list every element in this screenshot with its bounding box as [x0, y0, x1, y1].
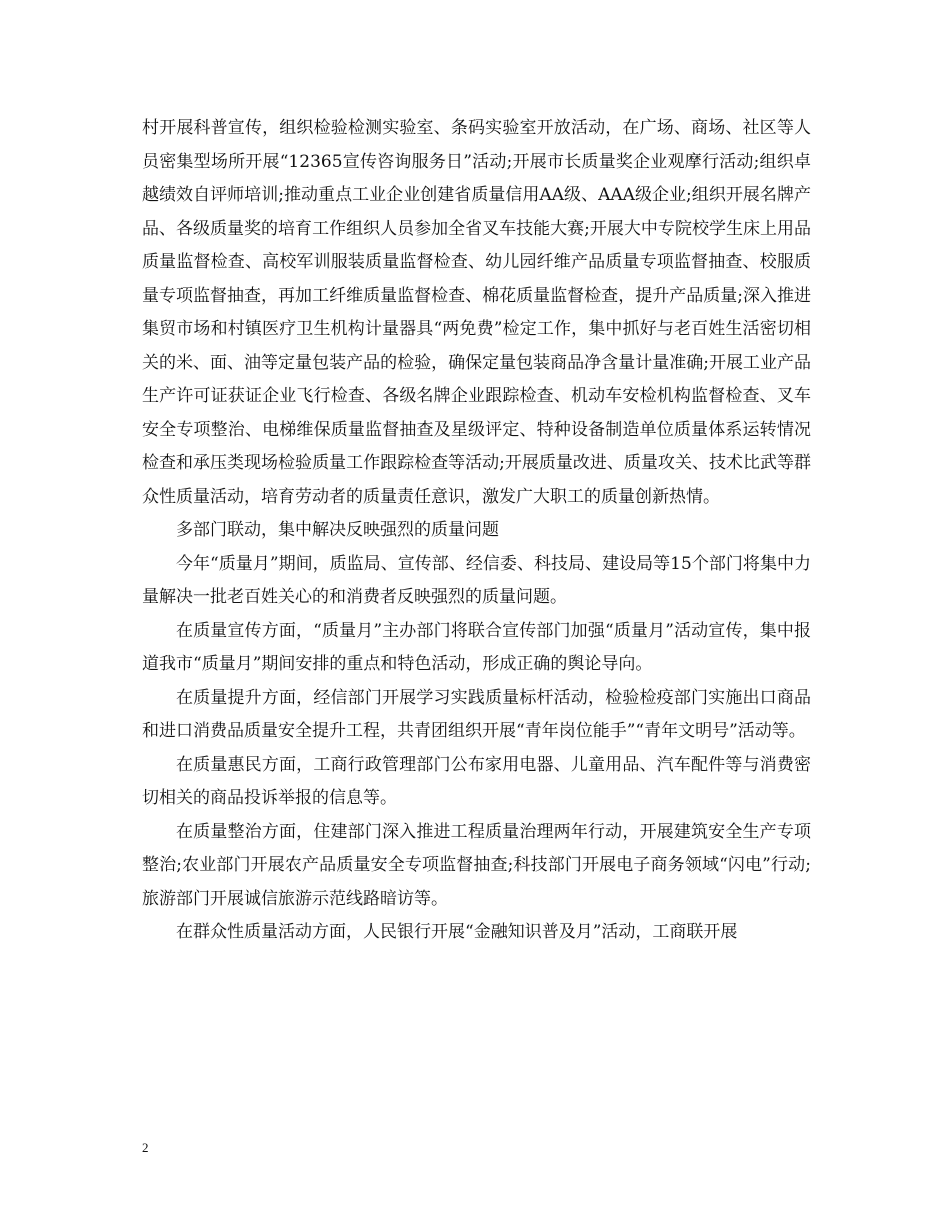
paragraph-rectification: 在质量整治方面，住建部门深入推进工程质量治理两年行动，开展建筑安全生产专项整治;农业部门开展农产品质量安全专项监督抽查;科技部门开展电子商务领域“闪电”行动;旅游部门开展诚信旅游示范线路暗访等。: [142, 821, 811, 909]
paragraph-improvement: 在质量提升方面，经信部门开展学习实践质量标杆活动，检验检疫部门实施出口商品和进口消费品质量安全提升工程，共青团组织开展“青年岗位能手”“青年文明号”活动等。: [142, 687, 811, 741]
paragraph-continuation: 村开展科普宣传，组织检验检测实验室、条码实验室开放活动，在广场、商场、社区等人员密集型场所开展“12365宣传咨询服务日”活动;开展市长质量奖企业观摩行活动;组织卓越绩效自评师培训;推动重点工业企业创建省质量信用AA级、AAA级企业;组织开展名牌产品、各级质量奖的培育工作组织人员参加全省叉车技能大赛;开展大中专院校学生床上用品质量监督检查、高校军训服装质量监督检查、幼儿园纤维产品质量专项监督抽查、校服质量专项监督抽查，再加工纤维质量监督检查、棉花质量监督检查，提升产品质量;深入推进集贸市场和村镇医疗卫生机构计量器具“两免费”检定工作，集中抓好与老百姓生活密切相关的米、面、油等定量包装产品的检验，确保定量包装商品净含量计量准确;开展工业产品生产许可证获证企业飞行检查、各级名牌企业跟踪检查、机动车安检机构监督检查、叉车安全专项整治、电梯维保质量监督抽查及星级评定、特种设备制造单位质量体系运转情况检查和承压类现场检验质量工作跟踪检查等活动;开展质量改进、质量攻关、技术比武等群众性质量活动，培育劳动者的质量责任意识，激发广大职工的质量创新热情。: [142, 118, 811, 507]
document-body: [142, 112, 811, 950]
paragraph-publicity: 在质量宣传方面，“质量月”主办部门将联合宣传部门加强“质量月”活动宣传，集中报道我市“质量月”期间安排的重点和特色活动，形成正确的舆论导向。: [142, 620, 811, 674]
page-number: 2: [142, 1140, 149, 1155]
section-heading: 多部门联动，集中解决反映强烈的质量问题: [176, 520, 499, 540]
paragraph-intro: 今年“质量月”期间，质监局、宣传部、经信委、科技局、建设局等15个部门将集中力量解决一批老百姓关心的和消费者反映强烈的质量问题。: [142, 553, 811, 607]
paragraph-mass-activities: 在群众性质量活动方面，人民银行开展“金融知识普及月”活动，工商联开展: [176, 922, 738, 942]
paragraph-benefit: 在质量惠民方面，工商行政管理部门公布家用电器、儿童用品、汽车配件等与消费密切相关的商品投诉举报的信息等。: [142, 754, 811, 808]
